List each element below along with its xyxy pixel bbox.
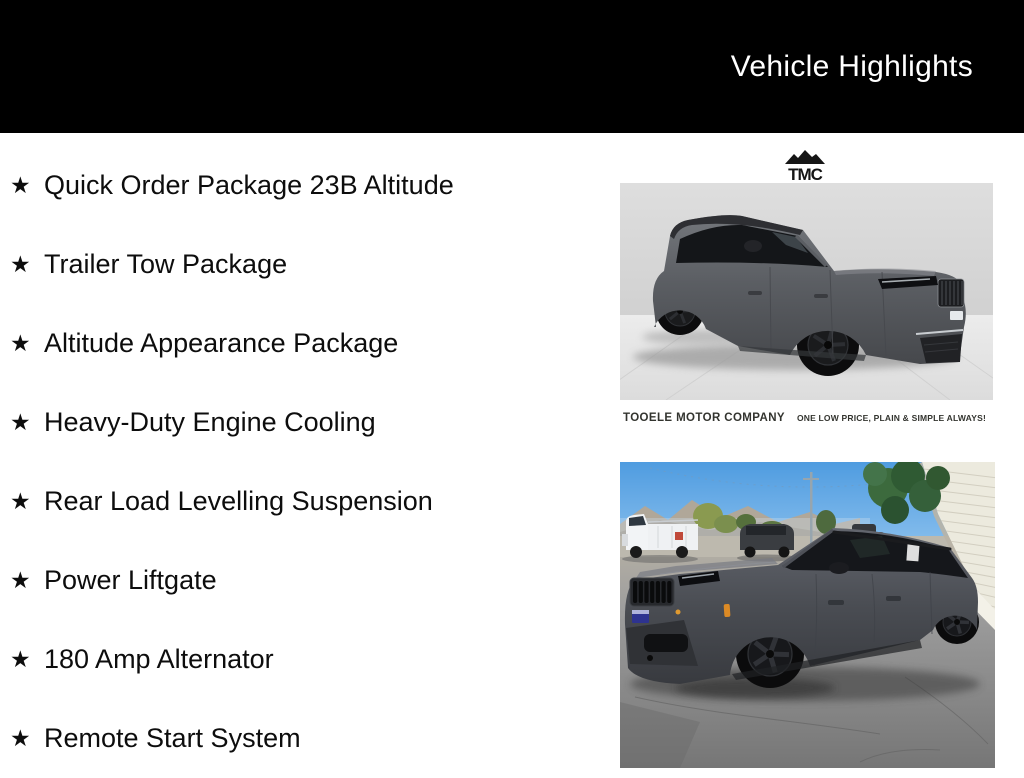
feature-item — [10, 383, 570, 462]
side-mirror — [829, 562, 849, 574]
feature-label: 180 Amp Alternator — [44, 645, 274, 675]
door-handle — [886, 596, 901, 601]
feature-item — [10, 699, 570, 778]
feature-item — [10, 620, 570, 699]
feature-item — [10, 541, 570, 620]
feature-item — [10, 304, 570, 383]
feature-label: Trailer Tow Package — [44, 250, 287, 280]
feature-label: Power Liftgate — [44, 566, 217, 596]
star-bullet-icon: ★ — [10, 253, 44, 276]
star-bullet-icon: ★ — [10, 727, 44, 750]
dealer-band — [620, 400, 993, 435]
outdoor-photo — [620, 462, 995, 768]
side-marker — [724, 604, 731, 617]
header-bar — [0, 0, 1024, 133]
door-handle — [748, 291, 762, 295]
door-handle — [828, 600, 844, 605]
feature-item — [10, 146, 570, 225]
star-bullet-icon: ★ — [10, 332, 44, 355]
star-bullet-icon: ★ — [10, 490, 44, 513]
studio-photo-art — [620, 133, 993, 435]
feature-item — [10, 225, 570, 304]
feature-label: Quick Order Package 23B Altitude — [44, 171, 454, 201]
window-sticker — [906, 544, 919, 562]
star-bullet-icon: ★ — [10, 569, 44, 592]
side-mirror — [744, 240, 762, 252]
feature-label: Heavy-Duty Engine Cooling — [44, 408, 376, 438]
feature-label: Remote Start System — [44, 724, 301, 754]
star-bullet-icon: ★ — [10, 648, 44, 671]
dealer-name: TOOELE MOTOR COMPANY — [623, 412, 785, 424]
lower-bumper — [920, 334, 962, 363]
star-bullet-icon: ★ — [10, 174, 44, 197]
front-plate — [950, 311, 963, 320]
feature-item — [10, 462, 570, 541]
outdoor-photo-art — [620, 462, 995, 768]
dark-suv — [737, 524, 797, 562]
tmc-logo-text: TMC — [788, 165, 823, 184]
page-title: Vehicle Highlights — [731, 50, 973, 84]
star-bullet-icon: ★ — [10, 411, 44, 434]
feature-label: Rear Load Levelling Suspension — [44, 487, 433, 517]
feature-list — [10, 146, 570, 778]
studio-photo — [620, 133, 993, 435]
feature-label: Altitude Appearance Package — [44, 329, 398, 359]
door-handle — [814, 294, 828, 298]
dealer-tagline: ONE LOW PRICE, PLAIN & SIMPLE ALWAYS! — [797, 413, 986, 423]
